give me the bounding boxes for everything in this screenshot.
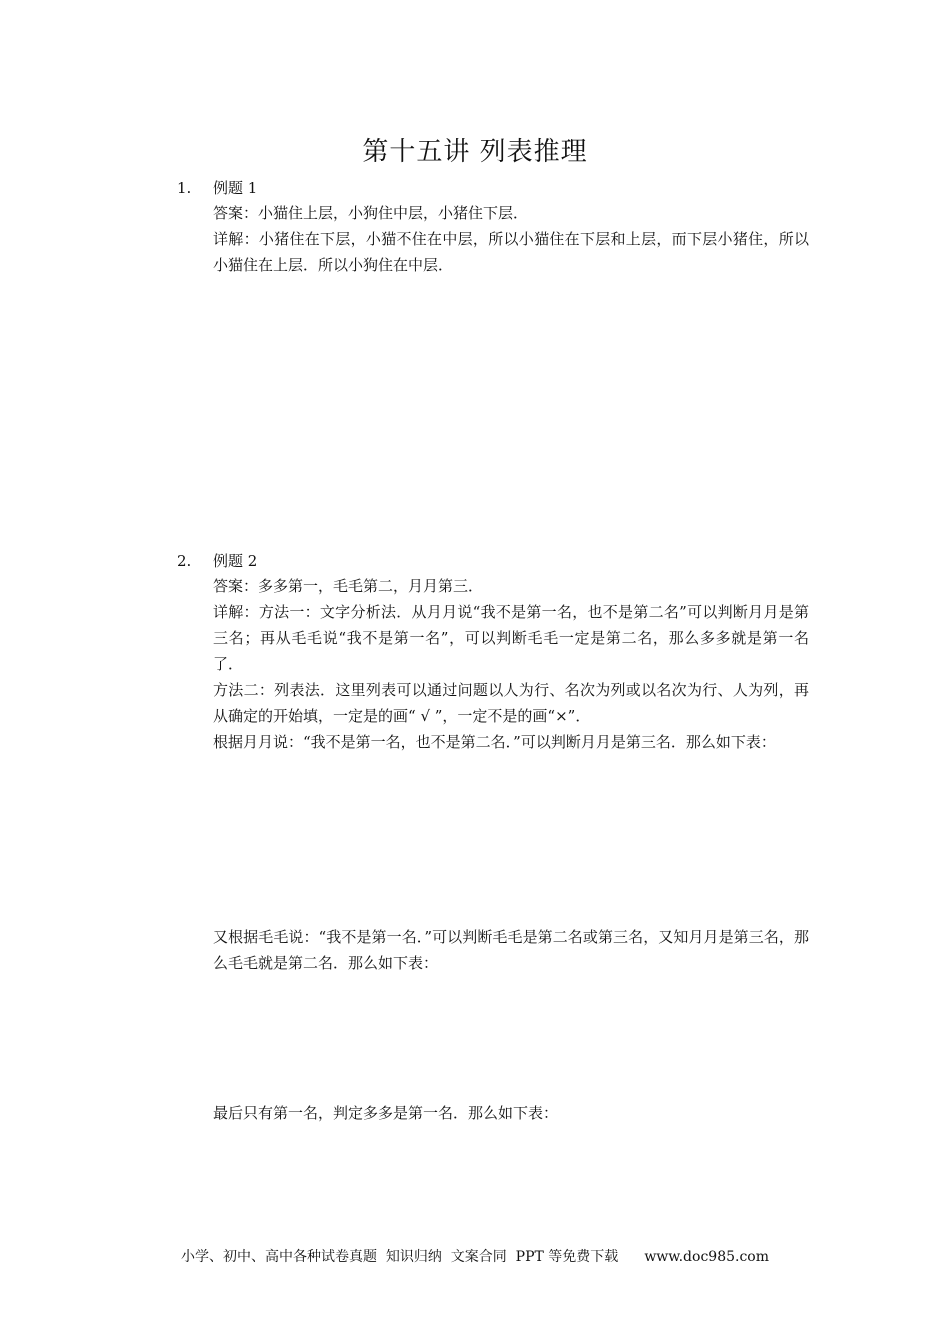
problem-2-step2: 又根据毛毛说：“我不是第一名．”可以判断毛毛是第二名或第三名，又知月月是第三名，那么毛毛就是第二名．那么如下表： (213, 928, 809, 972)
footer-text: 小学、初中、高中各种试卷真题 知识归纳 文案合同 PPT 等免费下载 (180, 1249, 619, 1265)
problem-1-answer: 答案：小猫住上层，小狗住中层，小猪住下层． (213, 204, 529, 222)
problem-2-method1: 详解：方法一：文字分析法．从月月说“我不是第一名，也不是第二名”可以判断月月是第三名；再从毛毛说“我不是第一名”，可以判断毛毛一定是第二名，那么多多就是第一名了． (213, 603, 809, 673)
problem-2-method2: 方法二：列表法．这里列表可以通过问题以人为行、名次为列或以名次为行、人为列，再从确定的开始填，一定是的画“ √ ”，一定不是的画“×”． (213, 681, 809, 725)
problem-1-explanation: 详解：小猪住在下层，小猫不住在中层，所以小猫住在下层和上层，而下层小猪住，所以小猫住在上层．所以小狗住在中层． (213, 230, 809, 274)
problem-2-number: 2. (177, 552, 192, 570)
problem-1-heading: 例题 1 (213, 179, 258, 197)
problem-2-answer: 答案：多多第一，毛毛第二，月月第三． (213, 577, 484, 595)
page-footer (0, 1246, 950, 1266)
problem-2-step1: 根据月月说：“我不是第一名，也不是第二名．”可以判断月月是第三名．那么如下表： (213, 733, 776, 751)
page-title: 第十五讲 列表推理 (362, 137, 588, 167)
problem-1-number: 1. (177, 179, 192, 197)
problem-2-step3: 最后只有第一名，判定多多是第一名．那么如下表： (213, 1104, 559, 1122)
problem-2-heading: 例题 2 (213, 552, 258, 570)
footer-url[interactable]: www.doc985.com (644, 1249, 769, 1265)
